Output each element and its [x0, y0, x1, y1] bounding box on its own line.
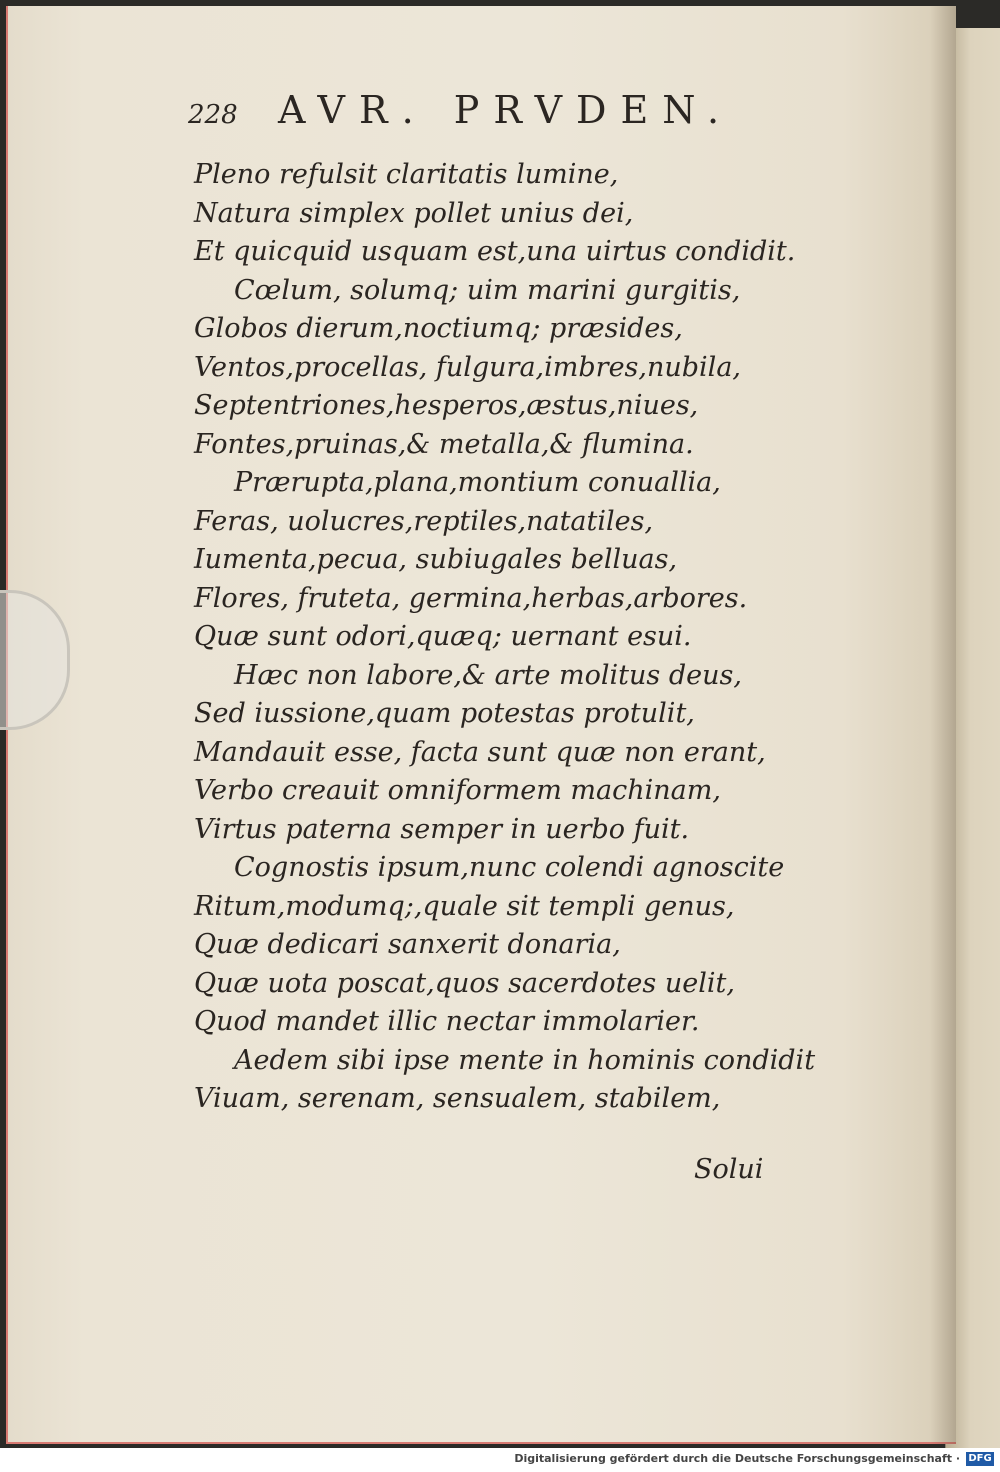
verse-line: Viuam, serenam, sensualem, stabilem, [194, 1083, 721, 1114]
verse-line: Pleno refulsit claritatis lumine, [194, 159, 619, 190]
verse-line: Et quicquid usquam est,una uirtus condidit. [194, 236, 796, 267]
verse-line: Verbo creauit omniformem machinam, [194, 775, 721, 806]
book-page [6, 6, 956, 1444]
page-number: 228 [188, 100, 238, 130]
verse-line: Quæ dedicari sanxerit donaria, [194, 929, 621, 960]
verse-line: Virtus paterna semper in uerbo fuit. [194, 813, 690, 845]
verse-line: Prærupta,plana,montium conuallia, [234, 467, 721, 498]
verse-line: Globos dierum,noctiumq; præsides, [194, 313, 683, 344]
verse-line: Flores, fruteta, germina,herbas,arbores. [194, 582, 748, 614]
verse-line: Cœlum, solumq; uim marini gurgitis, [234, 274, 741, 306]
verse-line: Sed iussione,quam potestas protulit, [194, 698, 695, 729]
verse-line: Quæ uota poscat,quos sacerdotes uelit, [194, 967, 735, 999]
verse-line: Aedem sibi ipse mente in hominis condidit [234, 1044, 816, 1076]
catchword: Solui [694, 1154, 764, 1185]
verse-line: Septentriones,hesperos,æstus,niues, [194, 390, 699, 421]
verse-line: Ritum,modumq;,quale sit templi genus, [194, 890, 735, 922]
verse-line: Cognostis ipsum,nunc colendi agnoscite [234, 852, 785, 883]
verse-line: Iumenta,pecua, subiugales belluas, [194, 544, 678, 575]
footer-bar [0, 1448, 1000, 1472]
verse-line: Quæ sunt odori,quæq; uernant esui. [194, 621, 692, 652]
verse-text [194, 156, 816, 1119]
verse-line: Ventos,procellas, fulgura,imbres,nubila, [194, 351, 742, 383]
verse-line: Mandauit esse, facta sunt quæ non erant, [194, 736, 766, 768]
page-header [188, 88, 748, 136]
verse-line: Feras, uolucres,reptiles,natatiles, [194, 505, 654, 537]
verse-line: Quod mandet illic nectar immolarier. [194, 1006, 700, 1037]
funding-credit: Digitalisierung gefördert durch die Deutsche Forschungsgemeinschaft · [514, 1452, 960, 1465]
verse-line: Natura simplex pollet unius dei, [194, 197, 634, 229]
running-head: AVR. PRVDEN. [278, 88, 734, 132]
verse-line: Hæc non labore,& arte molitus deus, [234, 659, 742, 691]
verse-line: Fontes,pruinas,& metalla,& flumina. [194, 428, 694, 460]
dfg-logo: DFG [966, 1452, 994, 1466]
